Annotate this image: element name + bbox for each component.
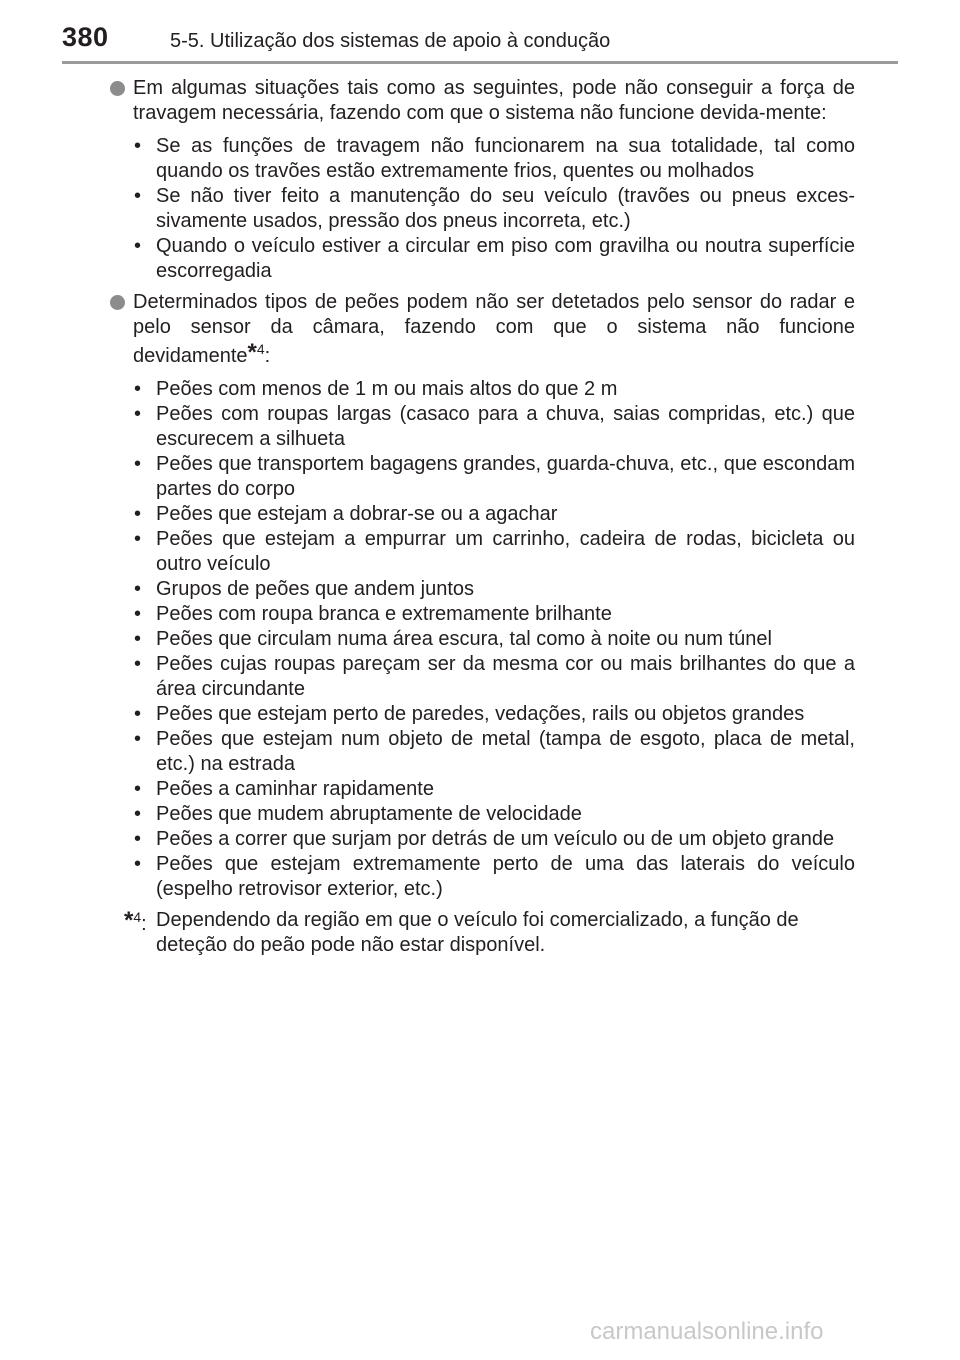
bullet-dot-icon [110, 81, 125, 96]
list-item-text: Peões que circulam numa área escura, tal como à noite ou num túnel [156, 628, 772, 650]
paragraph-pedestrian-detection [110, 290, 855, 369]
asterisk-icon: * [247, 339, 257, 366]
list-item-text: Se não tiver feito a manutenção do seu veículo (travões ou pneus exces-sivamente usados, pressão dos pneus incorreta, etc.) [156, 185, 855, 232]
list-item-text: Peões cujas roupas pareçam ser da mesma cor ou mais brilhantes do que a área circundante [156, 653, 855, 700]
list-item-text: Peões que estejam perto de paredes, vedações, rails ou objetos grandes [156, 703, 805, 725]
list-item [110, 627, 855, 652]
bullet-icon: • [134, 528, 142, 550]
list-item-text: Peões que estejam extremamente perto de uma das laterais do veículo (espelho retrovisor exterior, etc.) [156, 853, 855, 900]
watermark: carmanualsonline.info [590, 1318, 824, 1345]
list-item-text: Peões que estejam a empurrar um carrinho, cadeira de rodas, bicicleta ou outro veículo [156, 528, 855, 575]
list-item-text: Grupos de peões que andem juntos [156, 578, 474, 600]
list-item [110, 802, 855, 827]
list-item [110, 652, 855, 702]
bullet-icon: • [134, 703, 142, 725]
page-content [110, 76, 855, 958]
colon: : [141, 913, 147, 935]
bullet-icon: • [134, 503, 142, 525]
bullet-icon: • [134, 578, 142, 600]
braking-conditions-list [110, 134, 855, 284]
list-item-text: Se as funções de travagem não funcionarem na sua totalidade, tal como quando os travões estão extremamente frios, quentes ou molhados [156, 135, 855, 182]
paragraph-braking-situations [110, 76, 855, 126]
asterisk-icon: * [124, 907, 134, 934]
bullet-icon: • [134, 653, 142, 675]
footnote-number: 4 [256, 341, 265, 357]
bullet-dot-icon [110, 295, 125, 310]
footnote-number: 4 [133, 909, 142, 925]
bullet-icon: • [134, 185, 142, 207]
bullet-icon: • [134, 235, 142, 257]
list-item-text: Peões com roupa branca e extremamente brilhante [156, 603, 612, 625]
page-number: 380 [62, 22, 109, 52]
list-item-text: Peões com menos de 1 m ou mais altos do que 2 m [156, 378, 618, 400]
list-item [110, 602, 855, 627]
footnote-marker [124, 908, 147, 937]
bullet-icon: • [134, 378, 142, 400]
bullet-icon: • [134, 778, 142, 800]
list-item-text: Peões que estejam num objeto de metal (tampa de esgoto, placa de metal, etc.) na estrada [156, 728, 855, 775]
list-item [110, 777, 855, 802]
bullet-icon: • [134, 803, 142, 825]
list-item-text: Peões com roupas largas (casaco para a chuva, saias compridas, etc.) que escurecem a silhueta [156, 403, 855, 450]
bullet-icon: • [134, 453, 142, 475]
list-item [110, 527, 855, 577]
list-item-text: Peões que estejam a dobrar-se ou a agachar [156, 503, 558, 525]
bullet-icon: • [134, 828, 142, 850]
bullet-icon: • [134, 403, 142, 425]
bullet-icon: • [134, 728, 142, 750]
list-item [110, 234, 855, 284]
list-item [110, 577, 855, 602]
list-item-text: Quando o veículo estiver a circular em piso com gravilha ou noutra superfície escorregadia [156, 235, 855, 282]
list-item [110, 852, 855, 902]
footnote-text: Dependendo da região em que o veículo foi comercializado, a função de deteção do peão pode não estar disponível. [156, 909, 799, 956]
bullet-icon: • [134, 135, 142, 157]
list-item [110, 827, 855, 852]
paragraph-text: Determinados tipos de peões podem não ser detetados pelo sensor do radar e pelo sensor da câmara, fazendo com que o sistema não funcione devidamente [133, 291, 855, 367]
list-item [110, 402, 855, 452]
footnote-reference [247, 339, 265, 367]
list-item [110, 502, 855, 527]
list-item-text: Peões que transportem bagagens grandes, guarda-chuva, etc., que escondam partes do corpo [156, 453, 855, 500]
list-item [110, 727, 855, 777]
list-item [110, 452, 855, 502]
list-item [110, 184, 855, 234]
bullet-icon: • [134, 603, 142, 625]
bullet-icon: • [134, 853, 142, 875]
header-divider [62, 61, 898, 64]
footnote [110, 908, 855, 958]
colon: : [264, 345, 271, 367]
list-item-text: Peões que mudem abruptamente de velocidade [156, 803, 582, 825]
bullet-icon: • [134, 628, 142, 650]
list-item-text: Peões a correr que surjam por detrás de um veículo ou de um objeto grande [156, 828, 835, 850]
pedestrian-types-list [110, 377, 855, 902]
list-item [110, 702, 855, 727]
paragraph-text: Em algumas situações tais como as seguintes, pode não conseguir a força de travagem necessária, fazendo com que o sistema não funcione devida-mente: [133, 77, 855, 124]
list-item [110, 377, 855, 402]
section-title: 5-5. Utilização dos sistemas de apoio à condução [170, 30, 611, 52]
list-item [110, 134, 855, 184]
page-header [0, 0, 960, 64]
list-item-text: Peões a caminhar rapidamente [156, 778, 434, 800]
